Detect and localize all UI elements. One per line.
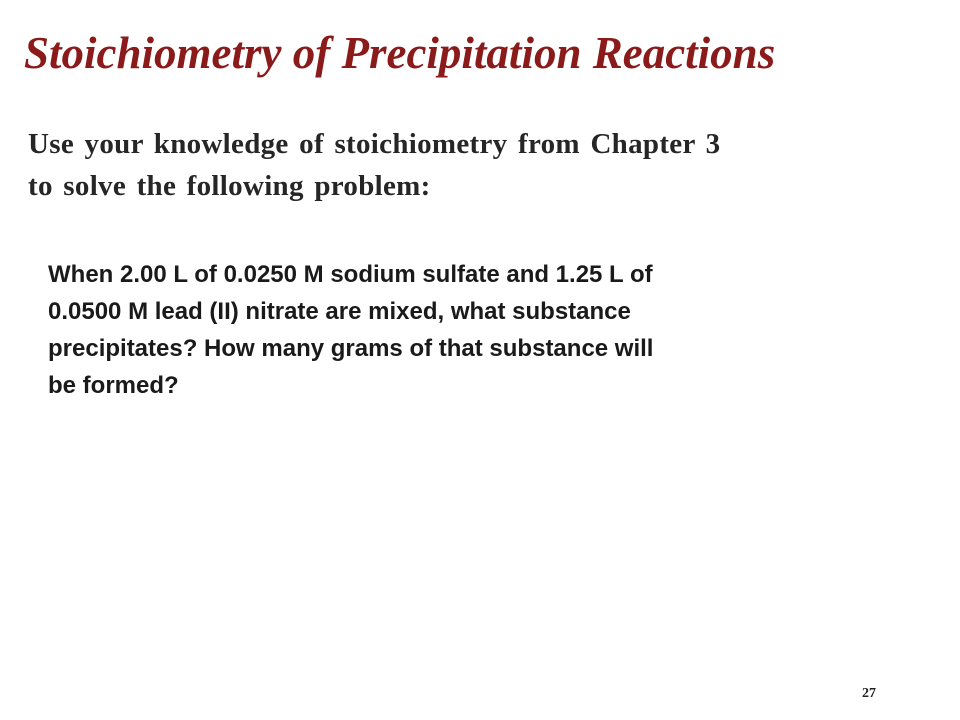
intro-paragraph [28,123,908,207]
problem-line: precipitates? How many grams of that substance will [48,335,654,362]
problem-line: When 2.00 L of 0.0250 M sodium sulfate and 1.25 L of [48,261,653,288]
problem-line: be formed? [48,372,179,399]
problem-statement [48,256,908,404]
slide-title: Stoichiometry of Precipitation Reactions [24,28,776,78]
page-number: 27 [862,686,876,701]
intro-line: to solve the following problem: [28,170,431,202]
problem-line: 0.0500 M lead (II) nitrate are mixed, what substance [48,298,631,325]
intro-line: Use your knowledge of stoichiometry from Chapter 3 [28,128,721,160]
